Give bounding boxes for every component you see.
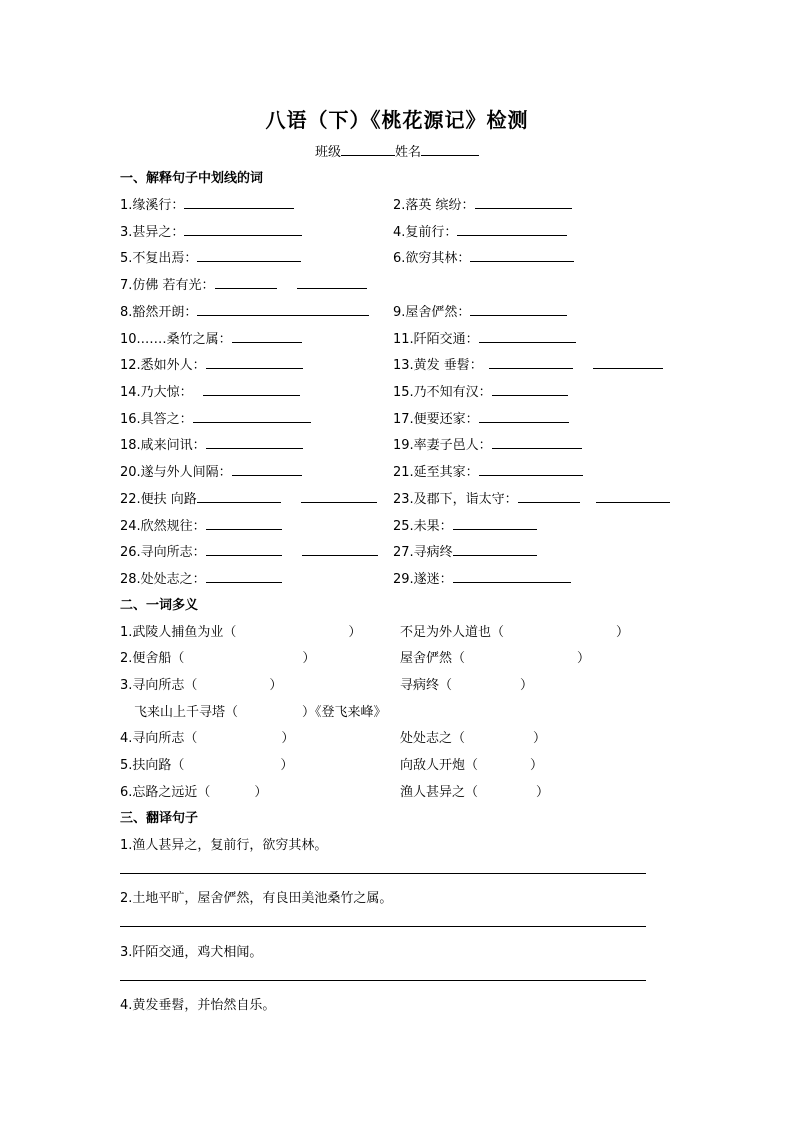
answer-blank[interactable] [453,517,537,530]
section-heading-3: 三、翻译句子 [120,811,199,826]
name-label: 姓名 [395,145,422,160]
question-7: 7.仿佛 若有光： [120,274,367,293]
answer-blank[interactable] [518,490,580,503]
question-22: 22.便扶 向路 [120,488,377,507]
question-18: 18.咸来问讯： [120,434,303,453]
question-13: 13.黄发 垂髫： [393,354,663,373]
question-29: 29.遂迷： [393,568,571,587]
class-label: 班级 [314,145,341,160]
translate-2: 2.土地平旷，屋舍俨然，有良田美池桑竹之属。 [120,891,393,906]
answer-blank[interactable] [492,436,582,449]
polysemy-5b: 向敌人开炮（ ） [400,758,544,773]
question-20: 20.遂与外人间隔： [120,461,302,480]
answer-blank[interactable] [479,330,576,343]
answer-blank[interactable] [596,490,670,503]
answer-blank[interactable] [453,543,537,556]
answer-blank[interactable] [193,410,311,423]
polysemy-3b: 寻病终（ ） [400,678,534,693]
answer-blank[interactable] [197,490,281,503]
answer-blank[interactable] [215,276,277,289]
answer-line[interactable] [120,980,646,981]
section-heading-2: 二、一词多义 [120,598,199,613]
page-title: 八语（下）《桃花源记》检测 [265,108,529,132]
answer-blank[interactable] [489,356,573,369]
question-11: 11.阡陌交通： [393,328,576,347]
question-12: 12.悉如外人： [120,354,303,373]
question-1: 1.缘溪行： [120,194,294,213]
answer-blank[interactable] [184,223,302,236]
question-26: 26.寻向所志： [120,541,378,560]
polysemy-3a: 3.寻向所志（ ） [120,678,283,693]
answer-blank[interactable] [301,490,377,503]
answer-blank[interactable] [197,303,369,316]
polysemy-3c: 飞来山上千寻塔（ ）《登飞来峰》 [134,705,387,720]
question-19: 19.率妻子邑人： [393,434,582,453]
answer-blank[interactable] [232,463,302,476]
answer-blank[interactable] [479,410,569,423]
answer-blank[interactable] [453,570,571,583]
answer-blank[interactable] [206,517,282,530]
question-25: 25.未果： [393,515,537,534]
question-27: 27.寻病终 [393,541,537,560]
answer-blank[interactable] [197,249,301,262]
name-blank[interactable] [421,143,479,156]
answer-blank[interactable] [475,196,572,209]
class-blank[interactable] [341,143,395,156]
translate-3: 3.阡陌交通，鸡犬相闻。 [120,945,263,960]
polysemy-2b: 屋舍俨然（ ） [400,651,591,666]
polysemy-1b: 不足为外人道也（ ） [400,625,630,640]
answer-blank[interactable] [470,249,574,262]
answer-blank[interactable] [184,196,294,209]
answer-line[interactable] [120,926,646,927]
answer-blank[interactable] [297,276,367,289]
answer-blank[interactable] [232,330,302,343]
answer-blank[interactable] [457,223,567,236]
question-24: 24.欣然规往： [120,515,282,534]
polysemy-4a: 4.寻向所志（ ） [120,731,295,746]
answer-blank[interactable] [206,570,282,583]
student-info-line [0,141,794,160]
answer-blank[interactable] [492,383,568,396]
polysemy-5a: 5.扶向路（ ） [120,758,294,773]
answer-blank[interactable] [479,463,583,476]
question-23: 23.及郡下，诣太守： [393,488,670,507]
answer-blank[interactable] [593,356,663,369]
answer-blank[interactable] [470,303,567,316]
question-4: 4.复前行： [393,221,567,240]
question-8: 8.豁然开朗： [120,301,369,320]
answer-blank[interactable] [203,383,300,396]
answer-blank[interactable] [302,543,378,556]
question-14: 14.乃大惊： [120,381,300,400]
question-21: 21.延至其家： [393,461,583,480]
question-10: 10.……桑竹之属： [120,328,302,347]
question-28: 28.处处志之： [120,568,282,587]
polysemy-6b: 渔人甚异之（ ） [400,785,550,800]
question-16: 16.具答之： [120,408,311,427]
question-2: 2.落英 缤纷： [393,194,572,213]
translate-4: 4.黄发垂髫，并怡然自乐。 [120,998,276,1013]
answer-blank[interactable] [206,543,282,556]
question-15: 15.乃不知有汉： [393,381,568,400]
question-6: 6.欲穷其林： [393,247,574,266]
question-3: 3.甚异之： [120,221,302,240]
section-heading-1: 一、解释句子中划线的词 [120,171,264,186]
question-5: 5.不复出焉： [120,247,301,266]
polysemy-4b: 处处志之（ ） [400,731,547,746]
polysemy-1a: 1.武陵人捕鱼为业（ ） [120,625,362,640]
question-17: 17.便要还家： [393,408,569,427]
polysemy-6a: 6.忘路之远近（ ） [120,785,268,800]
answer-blank[interactable] [206,436,303,449]
translate-1: 1.渔人甚异之，复前行，欲穷其林。 [120,838,328,853]
answer-line[interactable] [120,873,646,874]
answer-blank[interactable] [206,356,303,369]
question-9: 9.屋舍俨然： [393,301,567,320]
polysemy-2a: 2.便舍船（ ） [120,651,316,666]
